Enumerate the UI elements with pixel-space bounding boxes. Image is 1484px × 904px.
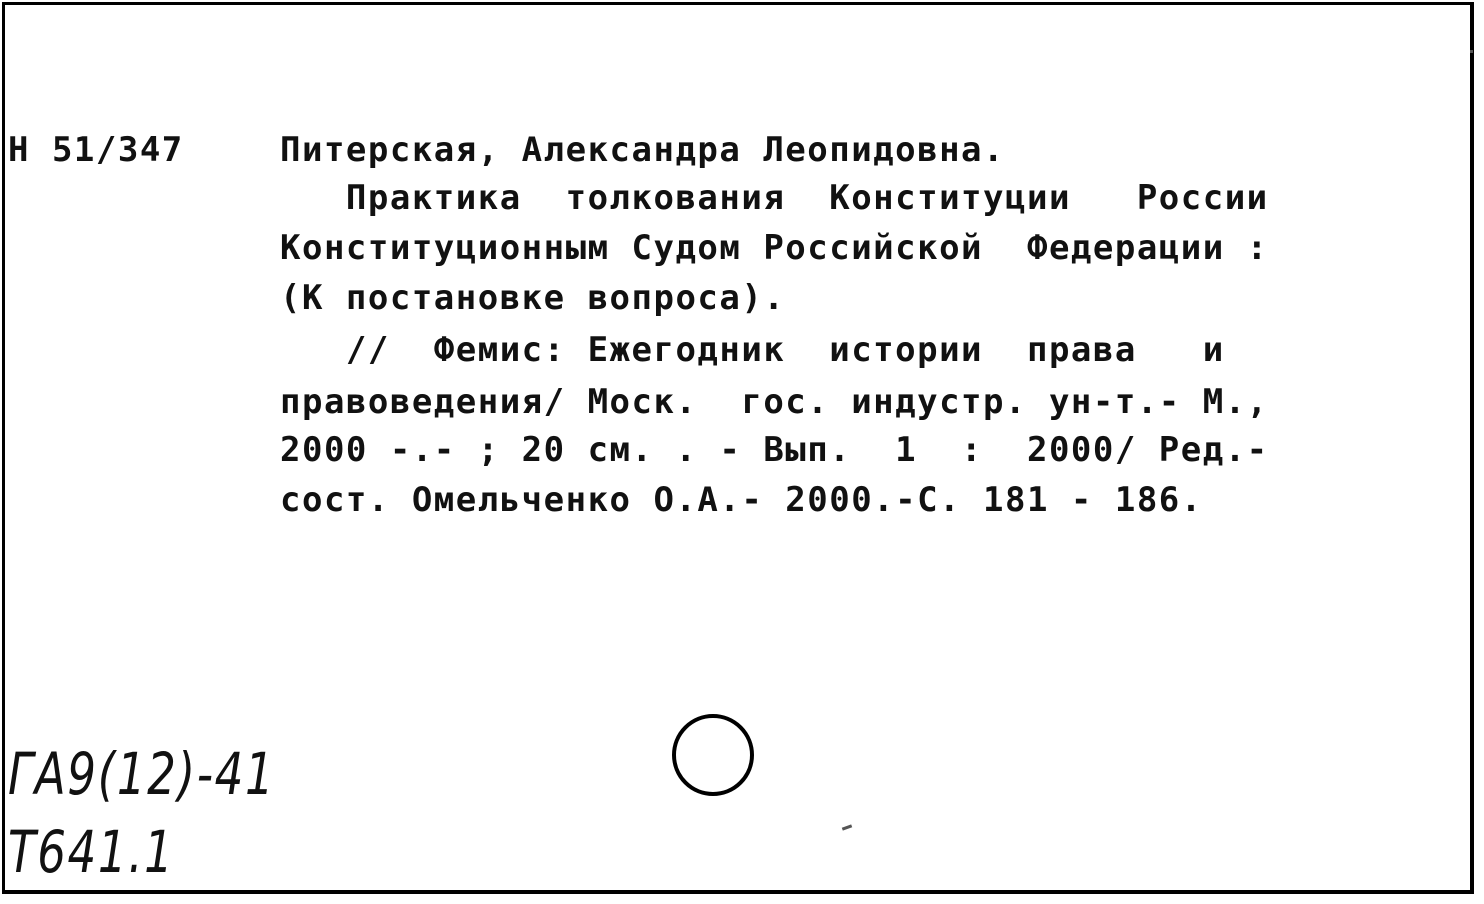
- handwritten-class-code-1: ГА9(12)-41: [8, 740, 276, 808]
- author-line: Питерская, Александра Леопидовна.: [280, 130, 1006, 170]
- handwritten-class-code-2: Т641.1: [8, 818, 175, 886]
- source-line-1: // Фемис: Ежегодник истории права и: [280, 330, 1225, 370]
- source-line-4: сост. Омельченко О.А.- 2000.-С. 181 - 186.: [280, 480, 1203, 520]
- shelf-mark: Н 51/347: [8, 130, 184, 170]
- source-line-2: правоведения/ Моск. гос. индустр. ун-т.- М.,: [280, 382, 1269, 422]
- title-line-3: (К постановке вопроса).: [280, 278, 786, 318]
- title-line-2: Конституционным Судом Российской Федерации :: [280, 228, 1269, 268]
- title-line-1: Практика толкования Конституции России: [280, 178, 1269, 218]
- card-punch-hole: [672, 714, 754, 796]
- scan-speck: [1470, 50, 1473, 53]
- source-line-3: 2000 -.- ; 20 см. . - Вып. 1 : 2000/ Ред.-: [280, 430, 1269, 470]
